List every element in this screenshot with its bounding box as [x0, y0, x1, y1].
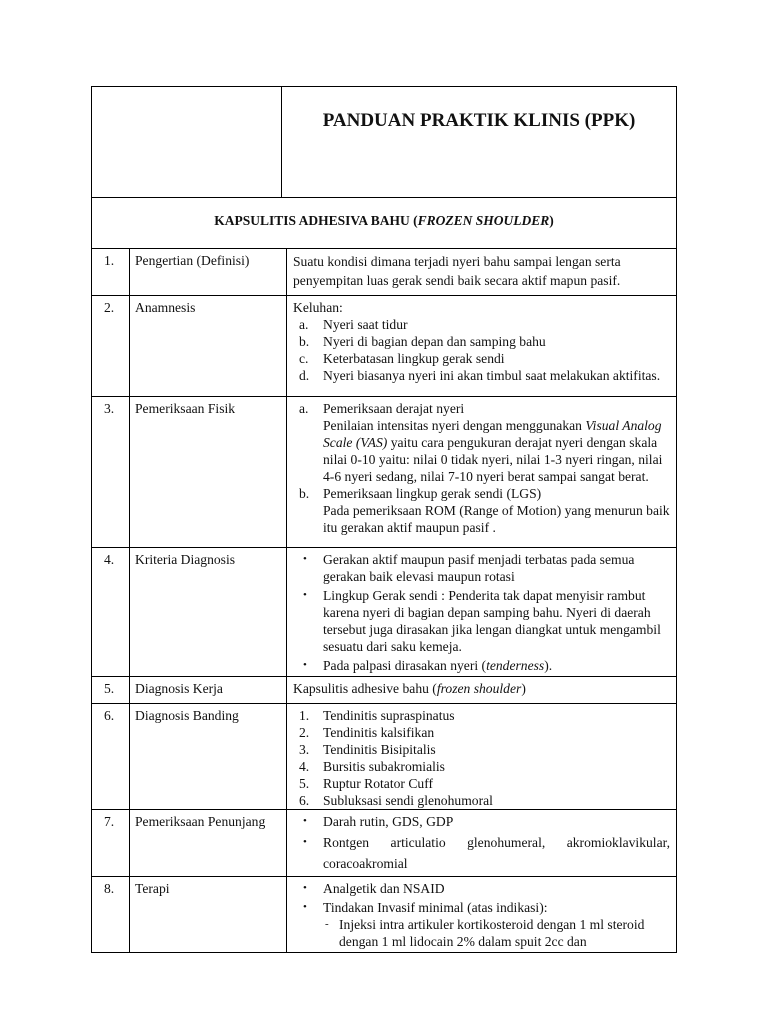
list-item-title: Pemeriksaan derajat nyeri — [323, 401, 465, 416]
list-marker: b. — [299, 334, 310, 349]
list-item-text: Tindakan Invasif minimal (atas indikasi): — [323, 900, 548, 915]
diagnosis-post: ) — [521, 681, 526, 696]
anamnesis-list — [293, 316, 670, 384]
list-marker: 3. — [299, 742, 310, 757]
row-label: Pengertian (Definisi) — [130, 249, 287, 296]
list-marker: c. — [299, 351, 309, 366]
table-row — [92, 296, 677, 397]
list-marker: 4. — [299, 759, 310, 774]
list-marker: 5. — [299, 776, 310, 791]
list-item — [293, 758, 670, 775]
table-row — [92, 397, 677, 548]
list-marker: a. — [299, 401, 309, 416]
therapy-list — [293, 880, 670, 950]
list-marker: 6. — [299, 793, 310, 808]
vas-text-post: yaitu cara pengukuran derajat nyeri dengan skala nilai 0-10 yaitu: nilai 0 tidak nyeri, nilai 1-3 nyeri ringan, nilai 4-6 nyeri sedang, nilai 7-10 nyeri berat sampai sangat berat. — [323, 435, 663, 484]
list-item — [293, 400, 670, 485]
sublist-item — [323, 916, 670, 950]
list-item-text: Nyeri biasanya nyeri ini akan timbul saat melakukan aktifitas. — [323, 368, 661, 383]
list-item — [293, 724, 670, 741]
list-item — [293, 657, 670, 674]
list-item-text: Tendinitis supraspinatus — [323, 708, 455, 723]
subtitle-end: ) — [549, 213, 554, 228]
row-label: Pemeriksaan Fisik — [130, 397, 287, 548]
row-label: Kriteria Diagnosis — [130, 548, 287, 677]
anamnesis-intro: Keluhan: — [293, 300, 343, 315]
list-item-text: Rontgen articulatio glenohumeral, akromioklavikular, coracoakromial — [323, 835, 670, 871]
row-content — [287, 548, 677, 677]
criteria-list — [293, 551, 670, 674]
list-item-text: Gerakan aktif maupun pasif menjadi terbatas pada semua gerakan baik elevasi maupun rotasi — [323, 552, 635, 584]
row-content — [287, 704, 677, 810]
row-label: Terapi — [130, 877, 287, 953]
list-item — [293, 707, 670, 724]
table-row — [92, 677, 677, 704]
list-item — [293, 316, 670, 333]
list-item — [293, 551, 670, 585]
list-item — [293, 350, 670, 367]
list-item-text: Darah rutin, GDS, GDP — [323, 814, 454, 829]
ppk-table — [91, 248, 677, 953]
list-marker: a. — [299, 317, 309, 332]
list-item — [293, 775, 670, 792]
header-box — [91, 86, 677, 198]
table-row — [92, 877, 677, 953]
row-number: 6. — [92, 704, 130, 810]
row-number: 5. — [92, 677, 130, 704]
list-item — [293, 792, 670, 809]
bullet-icon: • — [303, 659, 307, 671]
differential-list — [293, 707, 670, 809]
bullet-icon: • — [303, 815, 307, 827]
list-marker: b. — [299, 486, 310, 501]
diagnosis-pre: Kapsulitis adhesive bahu ( — [293, 681, 437, 696]
row-content — [287, 810, 677, 877]
list-item-text: Keterbatasan lingkup gerak sendi — [323, 351, 505, 366]
row-content — [287, 877, 677, 953]
row-number: 7. — [92, 810, 130, 877]
bullet-icon: • — [303, 836, 307, 848]
list-item-text-post: ). — [544, 658, 553, 673]
row-label: Anamnesis — [130, 296, 287, 397]
list-item — [293, 813, 670, 830]
list-item — [293, 485, 670, 536]
list-item — [293, 880, 670, 897]
sublist-item-text: Injeksi intra artikuler kortikosteroid dengan 1 ml steroid dengan 1 ml lidocain 2% dalam spuit 2cc dan — [339, 917, 645, 949]
list-item — [293, 741, 670, 758]
list-item-text: Subluksasi sendi glenohumoral — [323, 793, 493, 808]
list-item — [293, 587, 670, 655]
row-label: Diagnosis Banding — [130, 704, 287, 810]
therapy-sublist — [323, 916, 670, 950]
diagnosis-italic: frozen shoulder — [436, 681, 522, 696]
rom-text: Pada pemeriksaan ROM (Range of Motion) yang menurun baik itu gerakan aktif maupun pasif . — [323, 503, 670, 535]
row-label: Diagnosis Kerja — [130, 677, 287, 704]
row-number: 8. — [92, 877, 130, 953]
subtitle-italic: FROZEN SHOULDER — [417, 213, 550, 228]
vas-text-pre: Penilaian intensitas nyeri dengan menggunakan — [323, 418, 586, 433]
list-item-text: Lingkup Gerak sendi : Penderita tak dapat menyisir rambut karena nyeri di bagian depan samping bahu. Nyeri di daerah tersebut juga dirasakan jika lengan diangkat untuk mengambil sesuatu dari saku kemeja. — [323, 588, 661, 654]
vas-text-italic: Visual Analog Scale (VAS) — [323, 418, 662, 450]
list-item — [293, 899, 670, 950]
dash-marker: - — [325, 918, 329, 930]
row-number: 4. — [92, 548, 130, 677]
list-item-text: Tendinitis kalsifikan — [323, 725, 435, 740]
list-item-text-italic: tenderness — [486, 658, 545, 673]
definition-text: Suatu kondisi dimana terjadi nyeri bahu sampai lengan serta penyempitan luas gerak sendi baik secara aktif mapun pasif. — [293, 254, 621, 288]
table-row — [92, 810, 677, 877]
list-item-text-pre: Pada palpasi dirasakan nyeri ( — [323, 658, 487, 673]
row-number: 2. — [92, 296, 130, 397]
table-row — [92, 249, 677, 296]
supporting-exam-list — [293, 813, 670, 874]
row-content — [287, 677, 677, 704]
table-row — [92, 548, 677, 677]
document-subtitle — [91, 197, 677, 249]
list-marker: 2. — [299, 725, 310, 740]
row-label: Pemeriksaan Penunjang — [130, 810, 287, 877]
list-item-text: Analgetik dan NSAID — [323, 881, 445, 896]
bullet-icon: • — [303, 901, 307, 913]
bullet-icon: • — [303, 882, 307, 894]
row-number: 1. — [92, 249, 130, 296]
bullet-icon: • — [303, 589, 307, 601]
list-item-text: Ruptur Rotator Cuff — [323, 776, 434, 791]
list-item-text: Tendinitis Bisipitalis — [323, 742, 436, 757]
row-content — [287, 249, 677, 296]
list-item — [293, 333, 670, 350]
subtitle-text: KAPSULITIS ADHESIVA BAHU ( — [214, 213, 418, 228]
list-item-title: Pemeriksaan lingkup gerak sendi (LGS) — [323, 486, 542, 501]
logo-cell — [92, 87, 282, 197]
list-item-text: Bursitis subakromialis — [323, 759, 445, 774]
document-title: PANDUAN PRAKTIK KLINIS (PPK) — [322, 110, 636, 131]
list-marker: d. — [299, 368, 310, 383]
list-item-text: Nyeri di bagian depan dan samping bahu — [323, 334, 546, 349]
list-marker: 1. — [299, 708, 310, 723]
physical-exam-list — [293, 400, 670, 536]
table-row — [92, 704, 677, 810]
row-content — [287, 397, 677, 548]
row-number: 3. — [92, 397, 130, 548]
list-item-text: Nyeri saat tidur — [323, 317, 408, 332]
list-item — [293, 832, 670, 874]
list-item — [293, 367, 670, 384]
bullet-icon: • — [303, 553, 307, 565]
row-content — [287, 296, 677, 397]
